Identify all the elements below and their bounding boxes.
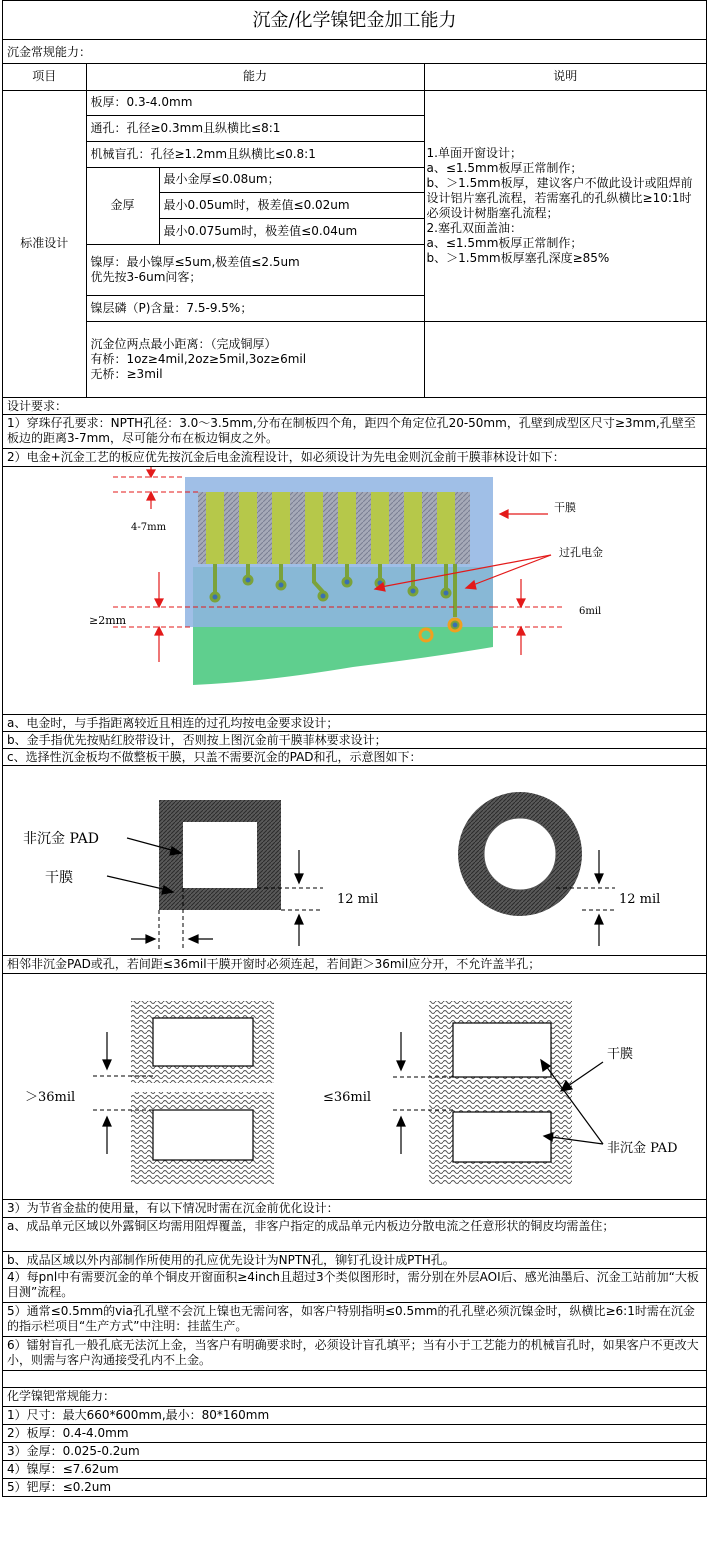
enepig-item-size: 1）尺寸：最大660*600mm,最小：80*160mm bbox=[2, 1407, 707, 1425]
label-dry-film: 干膜 bbox=[607, 1047, 634, 1062]
round-pad bbox=[484, 818, 556, 890]
capability-sheet bbox=[2, 0, 707, 1497]
label-via-gold: 过孔电金 bbox=[559, 546, 603, 559]
blind-hole: 机械盲孔：孔径≥1.2mm且纵横比≤0.8:1 bbox=[86, 141, 424, 167]
capability-table bbox=[3, 64, 706, 397]
item-standard-design: 标准设计 bbox=[3, 90, 86, 397]
pad-right-top bbox=[453, 1023, 551, 1077]
enepig-item-palladium: 5）钯厚：≤0.2um bbox=[2, 1479, 707, 1497]
dim-label-4-7mm: 4-7mm bbox=[131, 522, 167, 533]
requirement-3a: a、成品单元区域以外露铜区均需用阻焊覆盖，非客户指定的成品单元内板边分散电流之任意形状的铜皮均需盖住； bbox=[2, 1218, 707, 1252]
gold-thickness-row: 最小0.075um时，极差值≤0.04um bbox=[159, 218, 424, 244]
dim-label-le-36mil: ≤36mil bbox=[323, 1090, 372, 1105]
requirement-6: 6）镭射盲孔一般孔底无法沉上金，当客户有明确要求时，必须设计盲孔填平；当有小于工艺能力的机械盲孔时，如果客户不更改大小，则需与客户沟通接受孔内不上金。 bbox=[2, 1337, 707, 1371]
adjacent-rule: 相邻非沉金PAD或孔，若间距≤36mil干膜开窗时必须连起，若间距＞36mil应分开，不允许盖半孔； bbox=[2, 956, 707, 974]
dim-label-gt-36mil: ＞36mil bbox=[25, 1090, 76, 1105]
figure-gold-finger-film bbox=[2, 467, 707, 715]
pad-left-top bbox=[153, 1018, 253, 1066]
design-heading: 设计要求： bbox=[2, 398, 707, 415]
label-dry-film: 干膜 bbox=[554, 501, 576, 514]
requirement-5: 5）通常≤0.5mm的via孔孔壁不会沉上镍也无需问客，如客户特别指明≤0.5mm的孔孔壁必须沉镍金时，纵横比≥6:1时需在沉金的指示栏项目“生产方式”中注明：挂蓝生产。 bbox=[2, 1303, 707, 1337]
note-line: 2.塞孔双面盖油： bbox=[426, 220, 522, 235]
nickel-line: 优先按3-6um问客； bbox=[90, 269, 202, 284]
through-hole: 通孔：孔径≥0.3mm且纵横比≤8:1 bbox=[86, 115, 424, 141]
min-distance bbox=[86, 321, 424, 397]
requirement-4: 4）每pnl中有需要沉金的单个铜皮开窗面积≥4inch且超过3个类似图形时，需分别在外层AOI后、感光油墨后、沉金工站前加“大板目测”流程。 bbox=[2, 1269, 707, 1303]
header-capability: 能力 bbox=[86, 64, 424, 90]
requirement-3b: b、成品区域以外内部制作所使用的孔应优先设计为NPTN孔，铆钉孔设计成PTH孔。 bbox=[2, 1252, 707, 1269]
nickel-line: 镍厚：最小镍厚≤5um,极差值≤2.5um bbox=[90, 254, 300, 269]
enepig-heading: 化学镍钯常规能力： bbox=[2, 1388, 707, 1407]
enepig-item-gold: 3）金厚：0.025-0.2um bbox=[2, 1443, 707, 1461]
gold-thickness-label: 金厚 bbox=[86, 167, 159, 244]
requirement-2: 2）电金+沉金工艺的板应优先按沉金后电金流程设计，如必须设计为先电金则沉金前干膜菲林设计如下： bbox=[2, 449, 707, 467]
requirement-3: 3）为节省金盐的使用量，有以下情况时需在沉金前优化设计： bbox=[2, 1200, 707, 1218]
enepig-item-nickel: 4）镍厚：≤7.62um bbox=[2, 1461, 707, 1479]
page-title: 沉金/化学镍钯金加工能力 bbox=[2, 0, 707, 40]
dim-label-12mil-a: 12 mil bbox=[337, 892, 379, 907]
figure-spacing bbox=[2, 974, 707, 1200]
gold-thickness-row: 最小0.05um时，极差值≤0.02um bbox=[159, 192, 424, 218]
enepig-item-board: 2）板厚：0.4-4.0mm bbox=[2, 1425, 707, 1443]
figure-selective-film bbox=[2, 766, 707, 956]
distance-line: 有桥：1oz≥4mil,2oz≥5mil,3oz≥6mil bbox=[90, 351, 307, 366]
header-notes: 说明 bbox=[424, 64, 706, 90]
label-non-gold-pad: 非沉金 PAD bbox=[607, 1141, 678, 1156]
distance-line: 沉金位两点最小距离：（完成铜厚） bbox=[90, 336, 277, 351]
capability-table-wrap bbox=[2, 64, 707, 398]
square-pad bbox=[183, 822, 257, 888]
notes-cell bbox=[424, 90, 706, 321]
note-a: a、电金时，与手指距离较近且相连的过孔均按电金要求设计； bbox=[2, 715, 707, 732]
note-line: a、≤1.5mm板厚正常制作； bbox=[426, 235, 583, 250]
pad-right-bottom bbox=[453, 1112, 551, 1162]
finger-diagram bbox=[3, 467, 706, 714]
note-line: a、≤1.5mm板厚正常制作； bbox=[426, 160, 583, 175]
gold-section-heading: 沉金常规能力： bbox=[2, 40, 707, 64]
blank-row bbox=[2, 1371, 707, 1388]
selective-diagram bbox=[3, 766, 706, 955]
dim-label-2mm: ≥2mm bbox=[89, 614, 127, 627]
finger-zone bbox=[198, 492, 470, 564]
label-dry-film: 干膜 bbox=[45, 870, 73, 886]
distance-line: 无桥：≥3mil bbox=[90, 366, 163, 381]
board-thickness: 板厚：0.3-4.0mm bbox=[86, 90, 424, 115]
phosphorus-content: 镍层磷（P)含量：7.5-9.5%； bbox=[86, 295, 424, 321]
note-line: b、＞1.5mm板厚塞孔深度≥85% bbox=[426, 250, 610, 265]
note-c: c、选择性沉金板均不做整板干膜，只盖不需要沉金的PAD和孔，示意图如下： bbox=[2, 749, 707, 766]
nickel-thickness bbox=[86, 244, 424, 295]
gold-thickness-row: 最小金厚≤0.08um； bbox=[159, 167, 424, 192]
dim-label-12mil-b: 12 mil bbox=[619, 892, 661, 907]
label-non-gold-pad: 非沉金 PAD bbox=[23, 831, 99, 847]
header-item: 项目 bbox=[3, 64, 86, 90]
spacing-diagram bbox=[3, 974, 706, 1199]
notes-blank bbox=[424, 321, 706, 397]
note-line: 1.单面开窗设计； bbox=[426, 145, 522, 160]
note-b: b、金手指优先按贴红胶带设计，否则按上图沉金前干膜菲林要求设计； bbox=[2, 732, 707, 749]
pad-left-bottom bbox=[153, 1110, 253, 1160]
note-line: b、＞1.5mm板厚，建议客户不做此设计或阻焊前设计铝片塞孔流程，若需塞孔的孔纵横比≥10:1时必须设计树脂塞孔流程； bbox=[426, 175, 693, 220]
requirement-1: 1）穿珠仔孔要求：NPTH孔径：3.0～3.5mm,分布在制板四个角，距四个角定位孔20-50mm，孔壁到成型区尺寸≥3mm,孔壁至板边的距离3-7mm，尽可能分布在板边铜皮之外。 bbox=[2, 415, 707, 449]
dim-label-6mil: 6mil bbox=[579, 606, 602, 617]
